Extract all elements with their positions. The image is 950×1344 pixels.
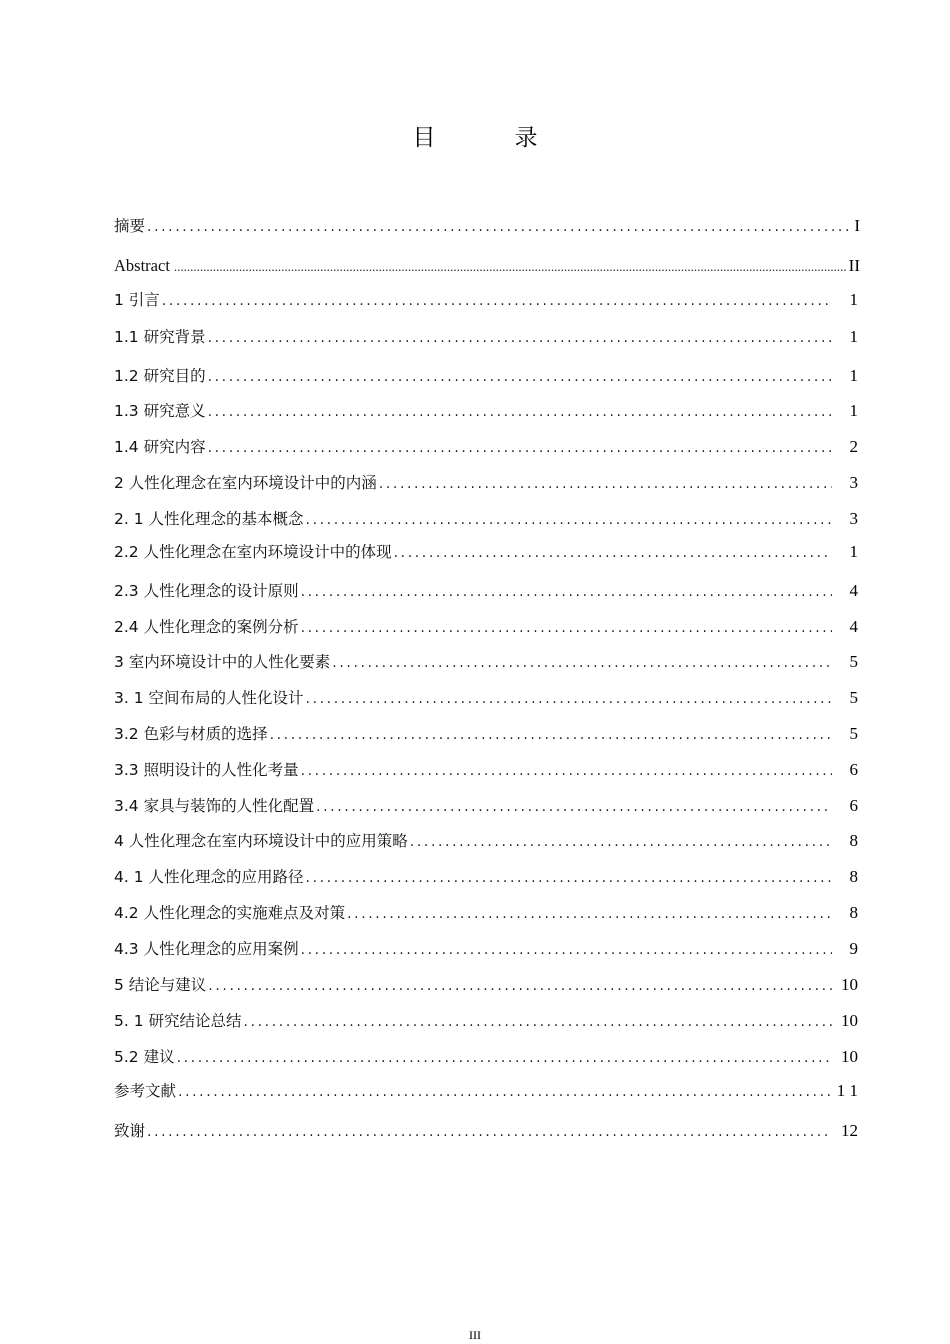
dot-leader [306, 509, 832, 531]
toc-entry-page: 12 [841, 1121, 858, 1140]
toc-entry-label: 3. 1 空间布局的人性化设计 [114, 689, 304, 707]
toc-entry-2-1[interactable] [114, 508, 860, 530]
toc-entry-2-2[interactable] [114, 541, 860, 563]
dot-leader [316, 796, 832, 818]
toc-entry-label: 3.2 色彩与材质的选择 [114, 725, 268, 743]
dot-leader [410, 831, 832, 853]
toc-entry-label: 1.3 研究意义 [114, 402, 206, 420]
dot-leader [147, 216, 850, 238]
toc-entry-label: 4. 1 人性化理念的应用路径 [114, 868, 304, 886]
toc-entry-label: 2.2 人性化理念在室内环境设计中的体现 [114, 543, 392, 561]
toc-entry-label: 摘要 [114, 217, 146, 235]
toc-entry-acknowledgements[interactable] [114, 1120, 860, 1142]
dot-leader [379, 473, 832, 495]
toc-entry-page: 5 [849, 688, 858, 707]
toc-entry-page: 3 [849, 509, 858, 528]
dot-leader [208, 327, 832, 349]
dot-leader [177, 1047, 832, 1069]
toc-entry-label: 3 室内环境设计中的人性化要素 [114, 653, 331, 671]
dot-leader [147, 1121, 832, 1143]
toc-entry-page: 1 [849, 290, 858, 309]
toc-entry-chapter-5[interactable] [114, 974, 860, 996]
toc-entry-label: 2.4 人性化理念的案例分析 [114, 618, 299, 636]
dot-leader [174, 256, 847, 278]
toc-entry-label: 5 结论与建议 [114, 976, 207, 994]
dot-leader [306, 688, 832, 710]
toc-entry-3-3[interactable] [114, 759, 860, 781]
dot-leader [306, 867, 832, 889]
toc-entry-page: 10 [841, 1011, 858, 1030]
toc-entry-page: 2 [849, 437, 858, 456]
toc-entry-label: 4.2 人性化理念的实施难点及对策 [114, 904, 346, 922]
toc-entry-page: 5 [849, 724, 858, 743]
toc-entry-label: 5.2 建议 [114, 1048, 175, 1066]
toc-entry-label: 1 引言 [114, 291, 160, 309]
toc-entry-label: 参考文献 [114, 1082, 177, 1100]
dot-leader [208, 975, 832, 997]
toc-entry-label: 4.3 人性化理念的应用案例 [114, 940, 299, 958]
toc-entry-page: 10 [841, 1047, 858, 1066]
dot-leader [208, 366, 832, 388]
toc-entry-label: 1.1 研究背景 [114, 328, 206, 346]
toc-entry-4-2[interactable] [114, 902, 860, 924]
toc-entry-page: 3 [849, 473, 858, 492]
toc-entry-page: 8 [849, 903, 858, 922]
toc-entry-5-2[interactable] [114, 1046, 860, 1068]
toc-entry-1-4[interactable] [114, 436, 860, 458]
toc-entry-label: 1.2 研究目的 [114, 367, 206, 385]
toc-entry-label: 5. 1 研究结论总结 [114, 1012, 242, 1030]
toc-entry-5-1[interactable] [114, 1010, 860, 1032]
toc-entry-label: 1.4 研究内容 [114, 438, 206, 456]
toc-entry-label: 致谢 [114, 1122, 146, 1140]
toc-entry-page: 1 [849, 327, 858, 346]
dot-leader [301, 581, 832, 603]
dot-leader [244, 1011, 832, 1033]
dot-leader [162, 290, 832, 312]
toc-entry-page: 1 [849, 542, 858, 561]
toc-entry-page: 4 [849, 617, 858, 636]
toc-entry-page: 6 [849, 760, 858, 779]
toc-entry-label: 3.3 照明设计的人性化考量 [114, 761, 299, 779]
toc-entry-page: 9 [849, 939, 858, 958]
footer-page-number: III [469, 1328, 481, 1342]
toc-entry-label: 3.4 家具与装饰的人性化配置 [114, 797, 315, 815]
toc-entry-label: 2 人性化理念在室内环境设计中的内涵 [114, 474, 377, 492]
toc-entry-page: 1 1 [836, 1081, 858, 1100]
dot-leader [332, 652, 832, 674]
toc-entry-page: 8 [849, 831, 858, 850]
toc-entry-4-3[interactable] [114, 938, 860, 960]
toc-entry-1-1[interactable] [114, 326, 860, 348]
dot-leader [301, 939, 832, 961]
toc-entry-chapter-3[interactable] [114, 651, 860, 673]
toc-entry-chapter-1[interactable] [114, 289, 860, 311]
dot-leader [178, 1081, 832, 1103]
toc-entry-abstract-en[interactable] [114, 255, 860, 277]
dot-leader [301, 760, 832, 782]
toc-entry-page: 10 [841, 975, 858, 994]
toc-entry-3-1[interactable] [114, 687, 860, 709]
dot-leader [208, 401, 832, 423]
toc-entry-abstract-cn[interactable] [114, 215, 860, 237]
toc-entry-label: 2. 1 人性化理念的基本概念 [114, 510, 304, 528]
toc-entry-1-3[interactable] [114, 400, 860, 422]
toc-entry-page: 5 [849, 652, 858, 671]
toc-entry-page: 1 [849, 366, 858, 385]
toc-entry-label: 4 人性化理念在室内环境设计中的应用策略 [114, 832, 408, 850]
toc-entry-chapter-2[interactable] [114, 472, 860, 494]
toc-entry-1-2[interactable] [114, 365, 860, 387]
dot-leader [347, 903, 832, 925]
toc-entry-label: Abstract [114, 256, 170, 275]
toc-entry-references[interactable] [114, 1080, 860, 1102]
dot-leader [270, 724, 832, 746]
dot-leader [301, 617, 832, 639]
toc-entry-4-1[interactable] [114, 866, 860, 888]
toc-entry-page: 6 [849, 796, 858, 815]
toc-entry-page: 8 [849, 867, 858, 886]
dot-leader [208, 437, 832, 459]
dot-leader [394, 542, 832, 564]
toc-entry-3-2[interactable] [114, 723, 860, 745]
toc-entry-3-4[interactable] [114, 795, 860, 817]
page-title: 目 录 [412, 125, 566, 151]
toc-entry-2-3[interactable] [114, 580, 860, 602]
toc-entry-page: I [854, 216, 860, 235]
toc-entry-chapter-4[interactable] [114, 830, 860, 852]
toc-entry-page: 4 [849, 581, 858, 600]
toc-entry-label: 2.3 人性化理念的设计原则 [114, 582, 299, 600]
toc-entry-page: 1 [849, 401, 858, 420]
toc-entry-page: II [848, 256, 860, 275]
toc-entry-2-4[interactable] [114, 616, 860, 638]
